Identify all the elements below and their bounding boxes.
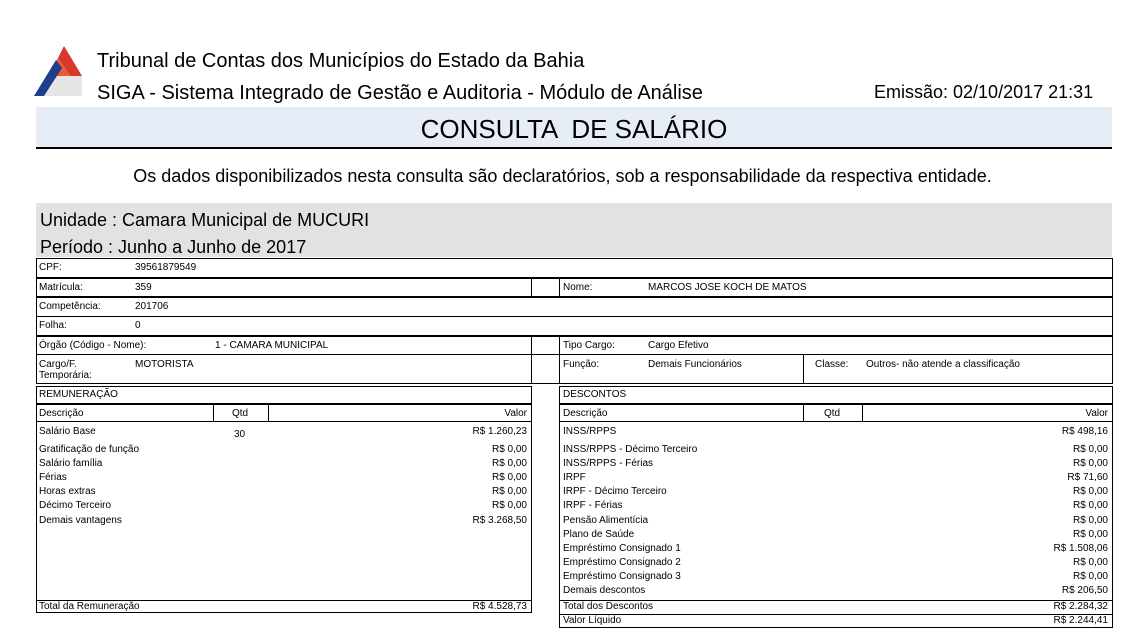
- descontos-item-desc: Plano de Saúde: [563, 529, 635, 540]
- remuneracao-item-valor: R$ 0,00: [491, 472, 527, 483]
- tipo-cargo-label: Tipo Cargo:: [563, 340, 615, 351]
- valor-liquido: R$ 2.244,41: [1053, 615, 1108, 626]
- orgao-label: Órgão (Código - Nome):: [39, 340, 147, 351]
- descontos-item-desc: Empréstimo Consignado 1: [563, 543, 681, 554]
- unit-period: Período : Junho a Junho de 2017: [40, 237, 307, 257]
- descontos-total: R$ 2.284,32: [1053, 601, 1108, 612]
- nome-value: MARCOS JOSE KOCH DE MATOS: [648, 282, 807, 293]
- emission-date: Emissão: 02/10/2017 21:31: [874, 82, 1094, 102]
- remuneracao-item-valor: R$ 3.268,50: [472, 515, 527, 526]
- remuneracao-item-desc: Salário família: [39, 458, 103, 469]
- remuneracao-col-valor: Valor: [504, 408, 527, 419]
- descontos-item-desc: Demais descontos: [563, 585, 646, 596]
- descontos-item-desc: IRPF: [563, 472, 586, 483]
- descontos-col-qtd: Qtd: [824, 408, 841, 419]
- matricula-label: Matrícula:: [39, 282, 83, 293]
- competencia-value: 201706: [135, 301, 169, 312]
- remuneracao-item-desc: Demais vantagens: [39, 515, 122, 526]
- descontos-item-desc: IRPF - Décimo Terceiro: [563, 486, 667, 497]
- tipo-cargo-value: Cargo Efetivo: [648, 340, 709, 351]
- tcm-logo: [34, 46, 82, 98]
- competencia-label: Competência:: [39, 301, 101, 312]
- remuneracao-item-valor: R$ 0,00: [491, 500, 527, 511]
- remuneracao-col-desc: Descrição: [39, 408, 84, 419]
- remuneracao-item-desc: Salário Base: [39, 426, 96, 437]
- unit-panel: [36, 203, 1112, 257]
- classe-value: Outros- não atende a classificação: [866, 359, 1020, 370]
- descontos-item-valor: R$ 1.508,06: [1053, 543, 1108, 554]
- folha-label: Folha:: [39, 320, 67, 331]
- remuneracao-title: REMUNERAÇÃO: [39, 389, 118, 400]
- descontos-item-valor: R$ 0,00: [1072, 557, 1108, 568]
- remuneracao-item-valor: R$ 1.260,23: [472, 426, 527, 437]
- funcao-value: Demais Funcionários: [648, 359, 742, 370]
- descontos-item-valor: R$ 0,00: [1072, 500, 1108, 511]
- descontos-item-valor: R$ 0,00: [1072, 458, 1108, 469]
- orgao-value: 1 - CAMARA MUNICIPAL: [215, 340, 329, 351]
- matricula-value: 359: [135, 282, 152, 293]
- descontos-item-valor: R$ 0,00: [1072, 529, 1108, 540]
- cpf-label: CPF:: [39, 262, 62, 273]
- remuneracao-item-valor: R$ 0,00: [491, 444, 527, 455]
- valor-liquido-label: Valor Líquido: [563, 615, 622, 626]
- cargo-label: Cargo/F.: [39, 359, 77, 370]
- descontos-title: DESCONTOS: [563, 389, 627, 400]
- descontos-col-valor: Valor: [1085, 408, 1108, 419]
- descontos-item-desc: Pensão Alimentícia: [563, 515, 649, 526]
- org-title: Tribunal de Contas dos Municípios do Estado da Bahia: [97, 50, 585, 72]
- remuneracao-item-desc: Férias: [39, 472, 67, 483]
- descontos-item-valor: R$ 0,00: [1072, 515, 1108, 526]
- remuneracao-item-desc: Horas extras: [39, 486, 96, 497]
- descontos-item-desc: INSS/RPPS: [563, 426, 617, 437]
- cargo-label-2: Temporária:: [39, 370, 92, 381]
- descontos-item-desc: Empréstimo Consignado 3: [563, 571, 681, 582]
- remuneracao-item-desc: Gratificação de função: [39, 444, 140, 455]
- nome-label: Nome:: [563, 282, 593, 293]
- unit-name: Unidade : Camara Municipal de MUCURI: [40, 210, 370, 230]
- descontos-item-valor: R$ 0,00: [1072, 571, 1108, 582]
- disclaimer-note: Os dados disponibilizados nesta consulta são declaratórios, sob a responsabilidade da respectiva entidade.: [133, 166, 992, 186]
- remuneracao-total: R$ 4.528,73: [472, 601, 527, 612]
- page-title: CONSULTA DE SALÁRIO: [36, 107, 1112, 149]
- descontos-item-valor: R$ 71,60: [1067, 472, 1108, 483]
- remuneracao-item-valor: R$ 0,00: [491, 486, 527, 497]
- remuneracao-total-label: Total da Remuneração: [39, 601, 140, 612]
- funcao-label: Função:: [563, 359, 600, 370]
- cpf-value: 39561879549: [135, 262, 197, 273]
- cargo-value: MOTORISTA: [135, 359, 194, 370]
- descontos-col-desc: Descrição: [563, 408, 608, 419]
- descontos-item-desc: Empréstimo Consignado 2: [563, 557, 681, 568]
- descontos-item-valor: R$ 206,50: [1061, 585, 1108, 596]
- remuneracao-col-qtd: Qtd: [232, 408, 249, 419]
- descontos-item-valor: R$ 0,00: [1072, 486, 1108, 497]
- descontos-item-desc: IRPF - Férias: [563, 500, 623, 511]
- descontos-item-desc: INSS/RPPS - Décimo Terceiro: [563, 444, 698, 455]
- descontos-total-label: Total dos Descontos: [563, 601, 654, 612]
- remuneracao-item-valor: R$ 0,00: [491, 458, 527, 469]
- classe-label: Classe:: [815, 359, 849, 370]
- descontos-item-valor: R$ 498,16: [1061, 426, 1108, 437]
- descontos-item-desc: INSS/RPPS - Férias: [563, 458, 654, 469]
- folha-value: 0: [135, 320, 141, 331]
- system-title: SIGA - Sistema Integrado de Gestão e Auditoria - Módulo de Análise: [97, 82, 703, 104]
- remuneracao-item-desc: Décimo Terceiro: [39, 500, 112, 511]
- descontos-item-valor: R$ 0,00: [1072, 444, 1108, 455]
- remuneracao-item-qtd: 30: [234, 429, 246, 440]
